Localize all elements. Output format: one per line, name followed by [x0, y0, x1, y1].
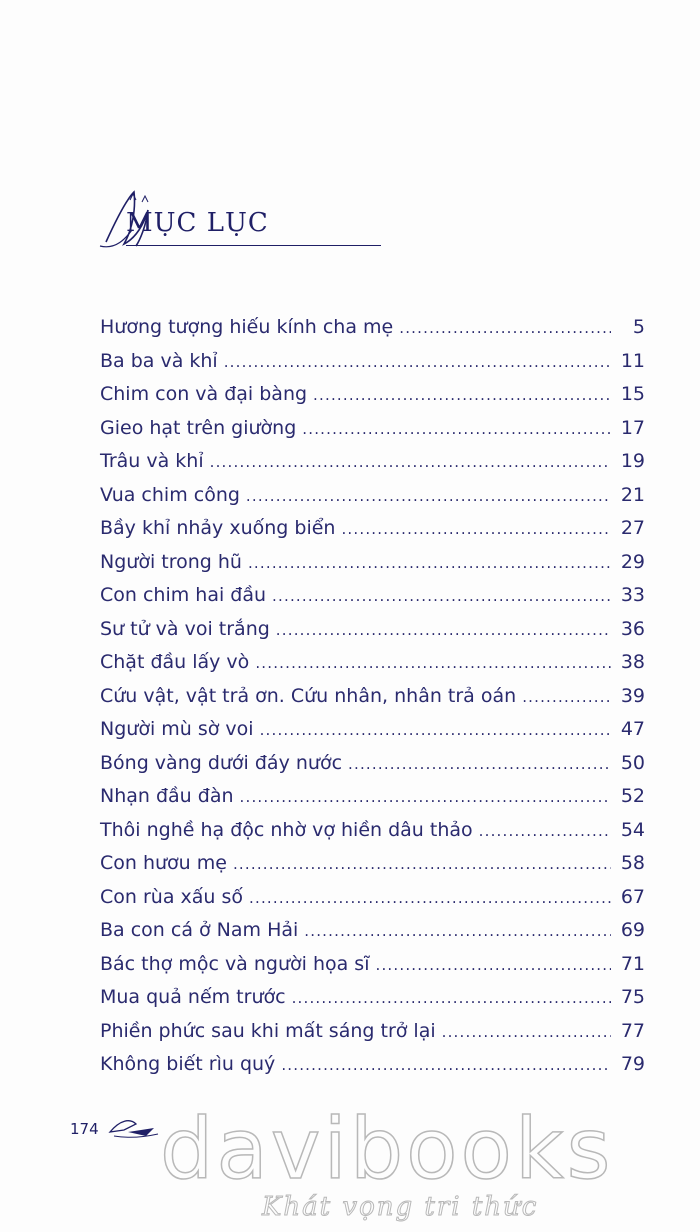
dot-leader — [399, 319, 611, 337]
toc-entry-page: 33 — [620, 584, 645, 606]
toc-entry-title: Con rùa xấu số — [100, 885, 244, 908]
toc-entry — [100, 886, 645, 920]
toc-entry — [100, 1020, 645, 1054]
dot-leader — [260, 721, 611, 739]
toc-entry-title: Sư tử và voi trắng — [100, 617, 270, 640]
dot-leader — [210, 453, 611, 471]
toc-entry-title: Con chim hai đầu — [100, 584, 267, 606]
dot-leader — [292, 989, 611, 1007]
dot-leader — [341, 520, 611, 538]
toc-entry-page: 69 — [620, 919, 645, 941]
dot-leader — [442, 1023, 611, 1041]
toc-entry — [100, 417, 645, 451]
toc-entry-page: 11 — [620, 349, 645, 372]
dot-leader — [479, 822, 611, 840]
toc-entry — [100, 651, 645, 685]
dot-leader — [375, 956, 611, 974]
dot-leader — [249, 889, 611, 907]
toc-entry-title: Ba ba và khỉ — [100, 349, 218, 372]
toc-entry-title: Bác thợ mộc và người họa sĩ — [100, 952, 370, 975]
toc-entry-page: 19 — [620, 450, 645, 472]
toc-entry — [100, 986, 645, 1020]
dot-leader — [255, 654, 611, 672]
toc-entry-page: 75 — [620, 986, 645, 1008]
toc-entry — [100, 584, 645, 618]
dot-leader — [246, 487, 611, 505]
toc-entry — [100, 919, 645, 953]
dot-leader — [248, 554, 611, 572]
toc-entry-title: Chặt đầu lấy vò — [100, 651, 250, 673]
toc-entry — [100, 383, 645, 417]
toc-entry-page: 52 — [620, 785, 645, 807]
dot-leader — [348, 755, 611, 773]
quill-ornament-icon — [106, 1116, 166, 1142]
toc-entry-title: Nhạn đầu đàn — [100, 785, 234, 807]
dot-leader — [281, 1056, 611, 1074]
toc-entry-page: 27 — [620, 517, 645, 539]
toc-entry-page: 77 — [620, 1019, 645, 1042]
toc-entry-title: Người trong hũ — [100, 550, 242, 573]
toc-entry — [100, 551, 645, 585]
toc-entry-page: 21 — [620, 483, 645, 506]
toc-entry-page: 17 — [620, 416, 645, 439]
toc-entry-page: 67 — [620, 885, 645, 908]
watermark-tagline: Khát vọng tri thức — [262, 1192, 539, 1222]
toc-entry-page: 29 — [620, 550, 645, 573]
dot-leader — [233, 855, 611, 873]
toc-entry — [100, 350, 645, 384]
toc-entry-title: Vua chim công — [100, 483, 240, 506]
page-title: MỤC LỤC — [126, 208, 269, 238]
toc-entry-title: Bầy khỉ nhảy xuống biển — [100, 517, 336, 539]
toc-entry-page: 47 — [620, 718, 645, 740]
toc-entry — [100, 517, 645, 551]
toc-entry — [100, 819, 645, 853]
toc-entry-page: 50 — [620, 751, 645, 774]
toc-entry — [100, 484, 645, 518]
toc-entry-title: Thôi nghề hạ độc nhờ vợ hiền dâu thảo — [100, 818, 473, 841]
toc-entry-title: Trâu và khỉ — [100, 450, 204, 472]
toc-entry-page: 39 — [620, 684, 645, 707]
watermark-brand: davibooks — [160, 1100, 614, 1198]
dot-leader — [276, 621, 611, 639]
toc-entry — [100, 785, 645, 819]
toc-entry — [100, 1053, 645, 1087]
toc-entry — [100, 618, 645, 652]
toc-entry — [100, 752, 645, 786]
table-of-contents — [100, 316, 645, 1087]
page-number: 174 — [70, 1120, 99, 1138]
toc-entry-title: Chim con và đại bàng — [100, 383, 308, 405]
toc-entry-page: 54 — [620, 818, 645, 841]
toc-entry-title: Bóng vàng dưới đáy nước — [100, 751, 343, 774]
dot-leader — [313, 386, 611, 404]
toc-entry-page: 5 — [632, 316, 645, 338]
toc-entry-title: Không biết rìu quý — [100, 1053, 276, 1075]
toc-entry-page: 15 — [620, 383, 645, 405]
toc-entry-title: Mua quả nếm trước — [100, 986, 286, 1008]
title-underline — [126, 245, 381, 246]
toc-entry — [100, 685, 645, 719]
toc-entry — [100, 953, 645, 987]
toc-entry-title: Cứu vật, vật trả ơn. Cứu nhân, nhân trả oán — [100, 684, 517, 707]
dot-leader — [224, 353, 611, 371]
dot-leader — [522, 688, 611, 706]
toc-entry — [100, 718, 645, 752]
toc-entry-title: Hương tượng hiếu kính cha mẹ — [100, 316, 394, 338]
toc-entry — [100, 852, 645, 886]
toc-entry — [100, 316, 645, 350]
toc-entry-page: 79 — [620, 1053, 645, 1075]
toc-entry-title: Gieo hạt trên giường — [100, 416, 297, 439]
toc-heading — [96, 180, 316, 260]
dot-leader — [302, 420, 611, 438]
dot-leader — [240, 788, 611, 806]
dot-leader — [304, 922, 611, 940]
toc-entry-page: 58 — [620, 852, 645, 874]
toc-entry-page: 71 — [620, 952, 645, 975]
toc-entry-title: Người mù sờ voi — [100, 718, 254, 740]
toc-entry-page: 38 — [620, 651, 645, 673]
toc-entry — [100, 450, 645, 484]
toc-entry-title: Phiền phức sau khi mất sáng trở lại — [100, 1019, 436, 1042]
dot-leader — [272, 587, 611, 605]
toc-entry-title: Ba con cá ở Nam Hải — [100, 919, 299, 941]
toc-entry-page: 36 — [620, 617, 645, 640]
toc-entry-title: Con hươu mẹ — [100, 852, 227, 874]
